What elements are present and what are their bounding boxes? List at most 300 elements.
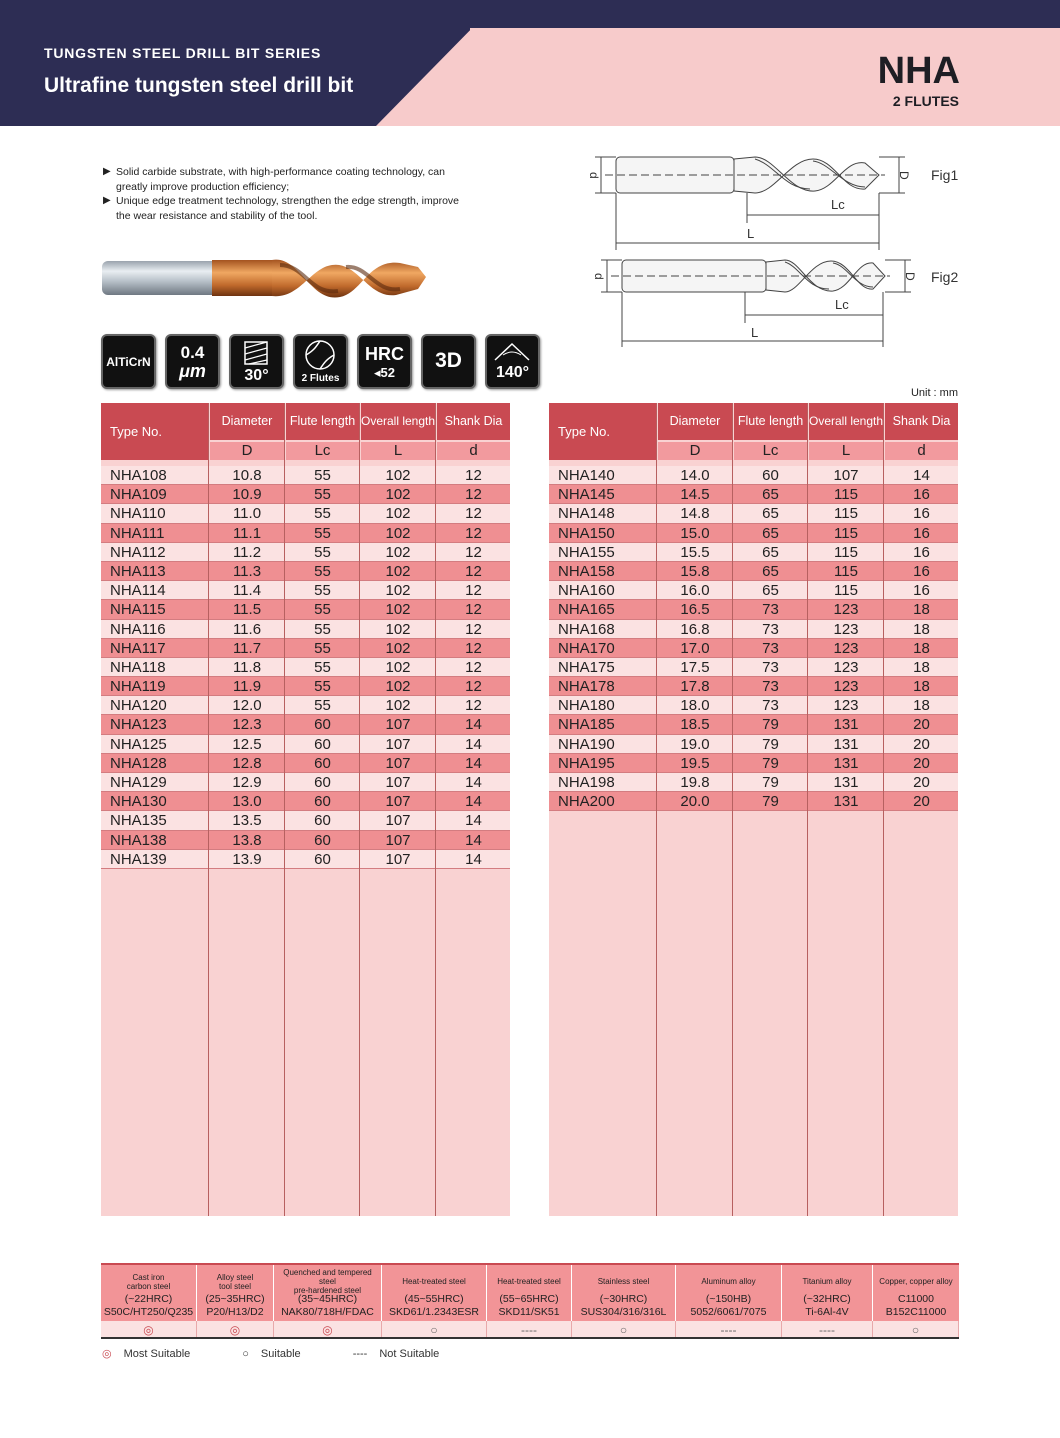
overall-length-cell: 115	[834, 543, 858, 561]
fig1-label: Fig1	[931, 167, 959, 183]
diameter-cell: 13.8	[232, 831, 262, 849]
table-row	[101, 658, 510, 677]
fig2-Lc-label: Lc	[835, 297, 849, 312]
material-name-line: pre-hardened steel	[293, 1286, 362, 1295]
material-grade: SKD61/1.2343ESR	[389, 1306, 479, 1318]
material-name-line: tool steel	[218, 1281, 252, 1291]
flute-length-cell: 60	[314, 754, 331, 772]
bullet-triangle-icon: ▶	[103, 195, 111, 206]
flute-length-cell: 55	[314, 486, 331, 504]
type-no-cell: NHA120	[110, 697, 167, 715]
flute-length-cell: 55	[314, 639, 331, 657]
flute-length-cell: 65	[762, 486, 779, 504]
flute-length-cell: 60	[314, 735, 331, 753]
type-no-cell: NHA115	[110, 601, 166, 619]
shank-dia-cell: 16	[913, 562, 930, 580]
overall-length-cell: 131	[833, 716, 859, 734]
material-hardness: (45~55HRC)	[404, 1293, 464, 1305]
suitability-symbol: ○	[873, 1321, 959, 1337]
header-type-no: Type No.	[101, 403, 208, 460]
shank-dia-cell: 18	[913, 601, 930, 619]
flute-length-cell: 79	[762, 793, 779, 811]
diameter-cell: 18.5	[680, 716, 710, 734]
feature-text: Unique edge treatment technology, strengthen the edge strength, improve the wear resistance and stability of the tool.	[116, 195, 460, 222]
shank-dia-cell: 12	[465, 678, 482, 696]
flute-length-cell: 73	[762, 678, 779, 696]
table-row	[101, 735, 510, 754]
table-row	[101, 677, 510, 696]
diameter-cell: 11.1	[232, 524, 262, 542]
material-grade: SKD11/SK51	[498, 1306, 560, 1318]
diameter-cell: 11.8	[232, 658, 262, 676]
material-hardness: (~150HB)	[705, 1293, 752, 1305]
material-suitability-row	[101, 1321, 959, 1339]
table-rows	[101, 466, 510, 869]
shank-dia-cell: 16	[913, 543, 930, 561]
spec-table-right	[549, 403, 958, 1216]
material-table	[101, 1263, 959, 1339]
drill-bit-image	[100, 255, 430, 305]
flute-length-cell: 73	[762, 620, 779, 638]
bullet-triangle-icon: ▶	[103, 166, 111, 177]
shank-dia-cell: 12	[465, 524, 482, 542]
shank-dia-cell: 18	[913, 639, 930, 657]
hrc-icon	[357, 334, 412, 389]
table-row	[101, 524, 510, 543]
table-row	[549, 735, 958, 754]
shank-dia-cell: 20	[913, 793, 930, 811]
type-no-cell: NHA138	[110, 831, 167, 849]
table-row	[549, 773, 958, 792]
flute-length-cell: 55	[314, 697, 331, 715]
shank-dia-cell: 12	[465, 639, 482, 657]
subheader-Lc: Lc	[286, 442, 359, 460]
type-no-cell: NHA116	[110, 620, 166, 638]
overall-length-cell: 107	[385, 793, 411, 811]
material-grade: P20/H13/D2	[206, 1306, 264, 1318]
material-name-line: Quenched and tempered steel	[283, 1268, 372, 1286]
model-code: NHA	[877, 50, 960, 92]
flute-length-cell: 60	[314, 831, 331, 849]
overall-length-cell: 102	[385, 620, 411, 638]
suitability-symbol: ◎	[101, 1321, 197, 1337]
diameter-cell: 15.8	[680, 562, 710, 580]
fig1-Lc-label: Lc	[831, 197, 845, 212]
type-no-cell: NHA180	[558, 697, 615, 715]
table-row	[549, 754, 958, 773]
roughness-unit: μm	[179, 361, 206, 381]
roughness-icon	[165, 334, 220, 389]
table-row	[549, 658, 958, 677]
overall-length-cell: 131	[833, 754, 859, 772]
diameter-cell: 19.8	[680, 774, 710, 791]
diameter-cell: 12.3	[232, 716, 262, 734]
table-row	[549, 677, 958, 696]
flute-length-cell: 60	[314, 850, 331, 868]
header-flute-length: Flute length	[734, 403, 807, 440]
column-divider	[732, 403, 733, 1216]
overall-length-cell: 123	[833, 601, 859, 619]
overall-length-cell: 107	[385, 831, 411, 849]
material-name-line: Aluminum alloy	[701, 1277, 756, 1286]
column-divider	[656, 403, 657, 1216]
header-flute-length: Flute length	[286, 403, 359, 440]
header-banner	[0, 0, 1060, 126]
flute-length-cell: 73	[762, 658, 779, 676]
header-diameter: Diameter	[210, 403, 284, 440]
diameter-cell: 16.0	[680, 582, 710, 600]
subheader-D: D	[658, 442, 732, 460]
shank-dia-cell: 16	[913, 582, 930, 600]
column-divider	[435, 403, 436, 1216]
feature-icons	[101, 334, 540, 389]
header-overall-length: Overall length	[809, 403, 883, 440]
column-divider	[208, 403, 209, 1216]
diameter-cell: 11.3	[232, 562, 262, 580]
suitability-symbol: ○	[382, 1321, 487, 1337]
flute-length-cell: 60	[314, 793, 331, 811]
diameter-cell: 14.0	[680, 467, 710, 484]
shank-dia-cell: 14	[465, 793, 482, 811]
shank-dia-cell: 12	[465, 697, 482, 715]
flute-length-cell: 55	[314, 467, 331, 484]
overall-length-cell: 107	[385, 735, 411, 753]
header-diameter: Diameter	[658, 403, 732, 440]
type-no-cell: NHA195	[558, 754, 615, 772]
coating-label: AlTiCrN	[106, 355, 151, 369]
suitability-symbol: ----	[487, 1321, 572, 1337]
overall-length-cell: 102	[385, 582, 411, 600]
diameter-cell: 10.8	[232, 467, 262, 484]
overall-length-cell: 131	[833, 735, 859, 753]
flute-length-cell: 79	[762, 735, 779, 753]
table-rows	[549, 466, 958, 811]
table-row	[549, 715, 958, 734]
suitability-symbol: ○	[572, 1321, 676, 1337]
flutes-icon-label: 2 Flutes	[301, 373, 340, 384]
suitability-symbol: ◎	[197, 1321, 274, 1337]
table-row	[101, 639, 510, 658]
material-grade: SUS304/316/316L	[580, 1306, 667, 1318]
type-no-cell: NHA110	[110, 505, 166, 523]
overall-length-cell: 102	[385, 601, 411, 619]
material-hardness: (25~35HRC)	[205, 1293, 265, 1305]
type-no-cell: NHA139	[110, 850, 167, 868]
hrc-value: ◂52	[374, 365, 395, 380]
table-row	[549, 639, 958, 658]
type-no-cell: NHA170	[558, 639, 615, 657]
diameter-cell: 11.2	[232, 543, 262, 561]
table-row	[101, 504, 510, 523]
fig1-L-label: L	[747, 226, 755, 241]
type-no-cell: NHA108	[110, 467, 167, 484]
type-no-cell: NHA125	[110, 735, 167, 753]
material-name-line: Alloy steel	[216, 1272, 254, 1282]
type-no-cell: NHA118	[110, 658, 166, 676]
shank-dia-cell: 18	[913, 697, 930, 715]
type-no-cell: NHA168	[558, 620, 615, 638]
helix-angle-label: 30°	[244, 367, 269, 384]
material-column	[676, 1265, 782, 1321]
material-column	[101, 1265, 197, 1321]
table-row	[101, 562, 510, 581]
overall-length-cell: 115	[834, 524, 858, 542]
header-overall-length: Overall length	[361, 403, 435, 440]
material-grade: S50C/HT250/Q235	[103, 1306, 194, 1318]
overall-length-cell: 123	[833, 678, 859, 696]
material-hardness: (~30HRC)	[599, 1293, 648, 1305]
shank-dia-cell: 18	[913, 678, 930, 696]
overall-length-cell: 123	[833, 658, 859, 676]
flute-length-cell: 60	[314, 716, 331, 734]
overall-length-cell: 123	[833, 639, 859, 657]
diameter-cell: 18.0	[680, 697, 710, 715]
flute-length-cell: 55	[314, 524, 331, 542]
table-row	[549, 562, 958, 581]
diameter-cell: 17.0	[680, 639, 710, 657]
type-no-cell: NHA135	[110, 812, 167, 830]
type-no-cell: NHA165	[558, 601, 615, 619]
flute-length-cell: 60	[314, 774, 331, 791]
overall-length-cell: 115	[834, 505, 858, 523]
overall-length-cell: 102	[385, 543, 411, 561]
type-no-cell: NHA185	[558, 716, 615, 734]
table-row	[101, 620, 510, 639]
type-no-cell: NHA140	[558, 467, 615, 484]
type-no-cell: NHA190	[558, 735, 615, 753]
diameter-cell: 10.9	[232, 486, 262, 504]
material-name-line: Heat-treated steel	[402, 1277, 466, 1286]
table-row	[549, 504, 958, 523]
suitability-symbol: ----	[782, 1321, 873, 1337]
flute-length-cell: 55	[314, 562, 331, 580]
material-hardness: (~32HRC)	[803, 1293, 851, 1305]
flute-length-cell: 55	[314, 505, 331, 523]
type-no-cell: NHA130	[110, 793, 167, 811]
shank-dia-cell: 16	[913, 505, 930, 523]
table-row	[101, 466, 510, 485]
shank-dia-cell: 12	[465, 562, 482, 580]
type-no-cell: NHA112	[110, 543, 166, 561]
diameter-cell: 17.5	[680, 658, 710, 676]
flutes-label: 2 FLUTES	[892, 93, 959, 109]
shank-dia-cell: 12	[465, 543, 482, 561]
table-row	[101, 581, 510, 600]
shank-dia-cell: 12	[465, 658, 482, 676]
column-divider	[284, 403, 285, 1216]
table-row	[549, 543, 958, 562]
suitability-symbol: ◎	[274, 1321, 382, 1337]
shank-dia-cell: 20	[913, 716, 930, 734]
type-no-cell: NHA111	[110, 524, 165, 542]
overall-length-cell: 107	[385, 716, 411, 734]
table-row	[101, 792, 510, 811]
flute-length-cell: 73	[762, 601, 779, 619]
spec-table-left	[101, 403, 510, 1216]
flute-length-cell: 79	[762, 754, 779, 772]
material-name	[676, 1265, 781, 1293]
subheader-D: D	[210, 442, 284, 460]
type-no-cell: NHA113	[110, 562, 166, 580]
material-header-row	[101, 1263, 959, 1321]
material-hardness: (55~65HRC)	[499, 1293, 559, 1305]
shank-dia-cell: 16	[913, 486, 930, 504]
diameter-cell: 12.0	[232, 697, 262, 715]
flute-length-cell: 60	[762, 467, 779, 484]
flute-length-cell: 73	[762, 697, 779, 715]
overall-length-cell: 102	[385, 486, 411, 504]
header-type-no: Type No.	[549, 403, 656, 460]
material-name-line: Heat-treated steel	[497, 1277, 561, 1286]
flute-length-cell: 73	[762, 639, 779, 657]
material-name	[782, 1265, 872, 1293]
overall-length-cell: 115	[834, 562, 858, 580]
type-no-cell: NHA128	[110, 754, 167, 772]
material-column	[572, 1265, 676, 1321]
coating-icon	[101, 334, 156, 389]
shank-dia-cell: 14	[465, 831, 482, 849]
shank-dia-cell: 12	[465, 467, 482, 484]
diameter-cell: 11.5	[232, 601, 262, 619]
table-row	[549, 600, 958, 619]
flute-length-cell: 65	[762, 582, 779, 600]
material-column	[197, 1265, 274, 1321]
most-suitable-label: Most Suitable	[123, 1347, 191, 1360]
dimension-diagram	[585, 145, 975, 355]
shank-dia-cell: 20	[913, 735, 930, 753]
diameter-cell: 11.6	[232, 620, 262, 638]
shank-dia-cell: 20	[913, 754, 930, 772]
table-row	[549, 620, 958, 639]
suitability-symbol: ----	[676, 1321, 782, 1337]
three-d-label: 3D	[435, 349, 462, 372]
diameter-cell: 13.5	[232, 812, 262, 830]
diameter-cell: 17.8	[680, 678, 710, 696]
flute-length-cell: 55	[314, 543, 331, 561]
point-angle-icon	[485, 334, 540, 389]
table-row	[549, 696, 958, 715]
overall-length-cell: 107	[833, 467, 859, 484]
material-hardness: (~22HRC)	[124, 1293, 173, 1305]
diameter-cell: 11.9	[232, 678, 262, 696]
point-angle-label: 140°	[495, 364, 530, 381]
three-d-icon	[421, 334, 476, 389]
shank-dia-cell: 12	[465, 601, 482, 619]
flute-length-cell: 55	[314, 601, 331, 619]
material-name	[101, 1265, 196, 1293]
table-row	[549, 466, 958, 485]
type-no-cell: NHA119	[110, 678, 166, 696]
material-name-line: carbon steel	[126, 1281, 171, 1291]
fig1-shank-d-label: d	[587, 172, 601, 179]
type-no-cell: NHA178	[558, 678, 615, 696]
overall-length-cell: 102	[385, 697, 411, 715]
overall-length-cell: 102	[385, 658, 411, 676]
shank-dia-cell: 14	[465, 850, 482, 868]
shank-dia-cell: 14	[465, 735, 482, 753]
type-no-cell: NHA145	[558, 486, 615, 504]
overall-length-cell: 107	[385, 850, 411, 868]
shank-dia-cell: 14	[465, 754, 482, 772]
diameter-cell: 15.0	[680, 524, 710, 542]
fig2-label: Fig2	[931, 269, 959, 285]
column-divider	[359, 403, 360, 1216]
overall-length-cell: 102	[385, 562, 411, 580]
table-row	[101, 831, 510, 850]
flute-length-cell: 65	[762, 543, 779, 561]
diameter-cell: 11.4	[232, 582, 262, 600]
shank-dia-cell: 14	[913, 467, 930, 484]
column-divider	[807, 403, 808, 1216]
diameter-cell: 13.9	[232, 850, 262, 868]
roughness-value: 0.4	[180, 343, 205, 362]
type-no-cell: NHA200	[558, 793, 615, 811]
fig2-shank-d-label: d	[592, 273, 606, 280]
table-row	[101, 485, 510, 504]
suitable-label: Suitable	[260, 1347, 301, 1360]
overall-length-cell: 107	[385, 754, 411, 772]
fig1-D-label: D	[897, 171, 911, 180]
material-grade: B152C11000	[885, 1306, 947, 1318]
feature-text: Solid carbide substrate, with high-performance coating technology, can greatly improve production efficiency;	[116, 166, 445, 193]
table-row	[101, 850, 510, 869]
material-hardness: (35~45HRC)	[297, 1293, 358, 1305]
helix-angle-icon	[229, 334, 284, 389]
subheader-Lc: Lc	[734, 442, 807, 460]
shank-dia-cell: 12	[465, 486, 482, 504]
shank-dia-cell: 20	[913, 774, 930, 791]
type-no-cell: NHA155	[558, 543, 615, 561]
material-name	[572, 1265, 675, 1293]
material-grade: NAK80/718H/FDAC	[281, 1306, 374, 1318]
overall-length-cell: 102	[385, 639, 411, 657]
flute-length-cell: 65	[762, 524, 779, 542]
material-name	[487, 1265, 571, 1293]
overall-length-cell: 107	[385, 774, 411, 791]
diameter-cell: 16.8	[680, 620, 710, 638]
overall-length-cell: 102	[385, 505, 411, 523]
shank-dia-cell: 12	[465, 620, 482, 638]
header-shank-dia: Shank Dia	[437, 403, 510, 440]
type-no-cell: NHA114	[110, 582, 166, 600]
flute-length-cell: 60	[314, 812, 331, 830]
overall-length-cell: 102	[385, 678, 411, 696]
material-grade: 5052/6061/7075	[690, 1306, 767, 1318]
diameter-cell: 16.5	[680, 601, 710, 619]
legend	[102, 1347, 491, 1360]
feature-list	[103, 165, 473, 223]
type-no-cell: NHA198	[558, 774, 615, 791]
diameter-cell: 20.0	[680, 793, 710, 811]
overall-length-cell: 131	[833, 774, 859, 791]
subheader-d: d	[885, 442, 958, 460]
shank-dia-cell: 16	[913, 524, 930, 542]
hrc-label: HRC	[365, 344, 404, 364]
overall-length-cell: 115	[834, 486, 858, 504]
shank-dia-cell: 18	[913, 658, 930, 676]
table-row	[101, 773, 510, 792]
material-column	[382, 1265, 487, 1321]
material-name-line: Copper, copper alloy	[879, 1277, 953, 1286]
table-row	[101, 715, 510, 734]
shank-dia-cell: 14	[465, 812, 482, 830]
flute-length-cell: 65	[762, 505, 779, 523]
feature-item	[103, 165, 473, 194]
series-title: TUNGSTEN STEEL DRILL BIT SERIES	[44, 45, 322, 61]
overall-length-cell: 115	[834, 582, 858, 600]
shank-dia-cell: 14	[465, 716, 482, 734]
shank-dia-cell: 12	[465, 505, 482, 523]
